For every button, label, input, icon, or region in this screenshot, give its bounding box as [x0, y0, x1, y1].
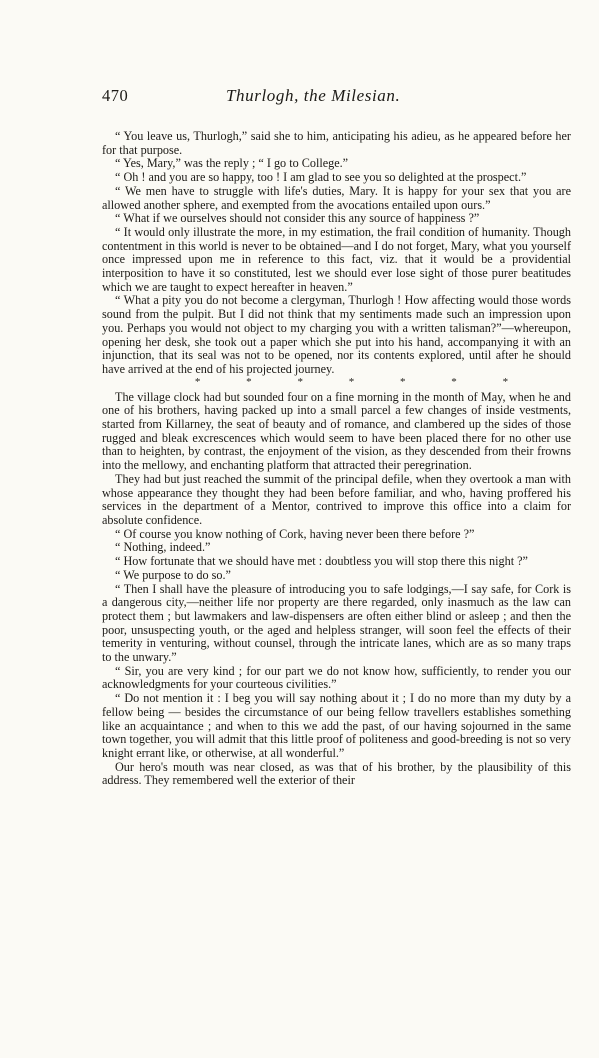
paragraph: “ We purpose to do so.”: [115, 567, 231, 582]
divider-star: *: [348, 375, 355, 388]
paragraph: “ Then I shall have the pleasure of introducing you to safe lodgings,—I say safe, for Cork is a dangerous city,—neither life nor property are there regarded, only inasmuch as the law can protect them ; but lawmakers and law-dispensers are often either blind or asleep ; and then the poor, unsuspecting youth, or the aged and helpless stranger, will soon feel the effects of their temerity in venturing, without counsel, through the intricate lanes, which are as so many traps to the unwary.”: [102, 581, 571, 665]
divider-star: *: [297, 375, 303, 388]
paragraph: Our hero's mouth was near closed, as was that of his brother, by the plausibility of this address. They remembered well the exterior of their: [102, 759, 571, 788]
paragraph: “ Of course you know nothing of Cork, having never been there before ?”: [115, 526, 475, 541]
paragraph: “ How fortunate that we should have met : doubtless you will stop there this night ?”: [115, 554, 528, 569]
body-text-after: [102, 391, 571, 788]
paragraph: “ Sir, you are very kind ; for our part we do not know how, sufficiently, to render you our acknowledgments for your courteous civilities.”: [102, 663, 571, 692]
paragraph: “ It would only illustrate the more, in my estimation, the frail condition of humanity. Though contentment in this world is never to be obtained—and I do not forget, Mary, what you yourself once impressed upon me in reference to this fact, viz. that it would be a providential interposition to have it so constituted, lest we should ever lose sight of those purer beatitudes which we are taught to expect hereafter in heaven.”: [102, 224, 571, 294]
paragraph: “ Do not mention it : I beg you will say nothing about it ; I do no more than my duty by a fellow being — besides the circumstance of our being fellow travellers establishes something like an acquaintance ; and when to this we add the past, of our having sojourned in the same town together, you will admit that this little proof of politeness and good-breeding is not so very knight errant like, or otherwise, at all wonderful.”: [102, 691, 571, 760]
paragraph: “ Yes, Mary,” was the reply ; “ I go to College.”: [115, 156, 349, 171]
page-header: [102, 86, 571, 110]
paragraph: “ What a pity you do not become a clergyman, Thurlogh ! How affecting would those words sound from the pulpit. But I did not think that my sentiments made such an impression upon you. Perhaps you would not object to my charging you with a written talisman?”—whereupon, opening her desk, she took out a paper which she put into his hand, accompanying it with an injunction, that its seal was not to be opened, nor its contents explored, until after he should have arrived at the end of his projected journey.: [102, 293, 571, 376]
page-number: 470: [102, 86, 129, 105]
divider-star: *: [400, 375, 406, 388]
paragraph: “ What if we ourselves should not consider this any source of happiness ?”: [115, 211, 480, 226]
paragraph: The village clock had but sounded four on a fine morning in the month of May, when he and one of his brothers, having packed up into a small parcel a few changes of inside vestments, started from Killarney, the seat of beauty and of romance, and clambered up the sides of those rugged and bleak excrescences which would seem to have been placed there for no other use than to heighten, by contrast, the enjoyment of the vision, as they descended from their frowns into the mellowy, and enchanting platform that attracted their peregrination.: [102, 389, 571, 473]
paragraph: “ You leave us, Thurlogh,” said she to him, anticipating his adieu, as he appeared before her for that purpose.: [102, 129, 571, 157]
body-text-before: [102, 130, 571, 377]
section-divider: [102, 377, 571, 389]
running-title: Thurlogh, the Milesian.: [226, 86, 401, 105]
divider-star: *: [194, 375, 201, 388]
divider-star: *: [451, 375, 457, 388]
text-column: [102, 86, 571, 788]
paragraph: “ Oh ! and you are so happy, too ! I am glad to see you so delighted at the prospect.”: [115, 170, 527, 185]
paragraph: “ We men have to struggle with life's duties, Mary. It is happy for your sex that you are allowed another sphere, and exempted from the avocations entailed upon ours.”: [102, 183, 571, 212]
paragraph: “ Nothing, indeed.”: [115, 540, 211, 555]
divider-star: *: [246, 375, 252, 388]
paragraph: They had but just reached the summit of the principal defile, when they overtook a man with whose appearance they thought they had been before familiar, and who, having proffered his services in the department of a Mentor, contrived to improve this office into a claim for absolute confidence.: [102, 471, 571, 527]
divider-star: *: [502, 375, 509, 388]
